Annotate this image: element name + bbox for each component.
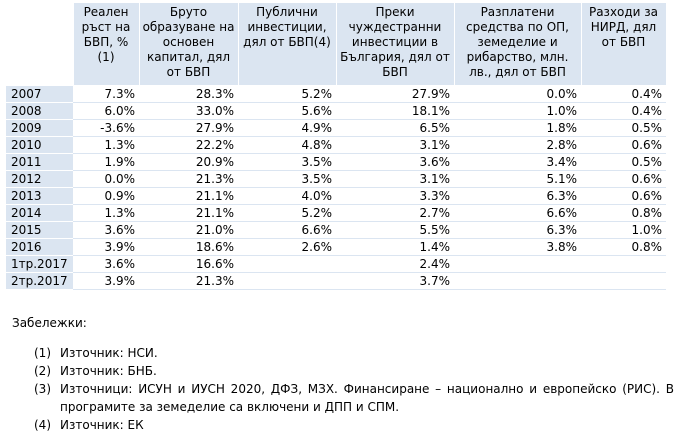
table-cell: 6.6% — [238, 222, 336, 239]
table-cell: 3.3% — [336, 188, 454, 205]
table-row — [6, 205, 666, 222]
table-cell: 20.9% — [139, 154, 238, 171]
table-cell: 5.2% — [238, 205, 336, 222]
notes-title: Забележки: — [12, 316, 87, 330]
note-item — [34, 380, 674, 416]
table-cell: 1.4% — [336, 239, 454, 256]
table-cell: 6.5% — [336, 120, 454, 137]
table-cell — [581, 273, 666, 290]
note-text: Източник: БНБ. — [60, 364, 157, 378]
table-cell: 0.5% — [581, 120, 666, 137]
table-cell: 0.8% — [581, 239, 666, 256]
row-label: 2013 — [6, 188, 73, 205]
table-cell: 0.4% — [581, 103, 666, 120]
header-cell: Разходи за НИРД, дял от БВП — [581, 3, 666, 86]
row-label: 1тр.2017 — [6, 256, 73, 273]
table-cell: 5.6% — [238, 103, 336, 120]
table-cell: 1.3% — [73, 137, 139, 154]
note-number: (3) — [34, 382, 51, 396]
row-label: 2007 — [6, 86, 73, 103]
table-row — [6, 171, 666, 188]
table-cell — [238, 256, 336, 273]
table-cell: 0.4% — [581, 86, 666, 103]
table-row — [6, 120, 666, 137]
table-row — [6, 273, 666, 290]
note-text: Източник: НСИ. — [60, 346, 158, 360]
table-cell: 18.1% — [336, 103, 454, 120]
table-cell: 22.2% — [139, 137, 238, 154]
table-cell: 3.9% — [73, 239, 139, 256]
table-row — [6, 103, 666, 120]
table-cell: 3.6% — [336, 154, 454, 171]
table-cell: 16.6% — [139, 256, 238, 273]
table-cell: 3.4% — [454, 154, 581, 171]
table-cell: 28.3% — [139, 86, 238, 103]
header-cell: Бруто образуване на основен капитал, дял от БВП — [139, 3, 238, 86]
table-row — [6, 222, 666, 239]
table-cell: 3.8% — [454, 239, 581, 256]
table-cell: 5.1% — [454, 171, 581, 188]
table-cell: 3.9% — [73, 273, 139, 290]
table-cell: 4.8% — [238, 137, 336, 154]
table-cell: -3.6% — [73, 120, 139, 137]
row-label: 2010 — [6, 137, 73, 154]
note-item — [34, 344, 674, 362]
table-cell: 18.6% — [139, 239, 238, 256]
table-cell: 0.9% — [73, 188, 139, 205]
header-cell: Преки чуждестранни инвестиции в България, дял от БВП — [336, 3, 454, 86]
table-row — [6, 86, 666, 103]
table-cell: 0.6% — [581, 171, 666, 188]
table-cell: 3.5% — [238, 154, 336, 171]
row-label: 2016 — [6, 239, 73, 256]
note-item — [34, 362, 674, 380]
table-cell: 33.0% — [139, 103, 238, 120]
table-cell: 21.1% — [139, 188, 238, 205]
table-cell: 21.0% — [139, 222, 238, 239]
table-cell: 0.0% — [454, 86, 581, 103]
table-cell: 1.8% — [454, 120, 581, 137]
note-number: (2) — [34, 364, 51, 378]
table-cell — [454, 273, 581, 290]
note-number: (4) — [34, 418, 51, 432]
table-row — [6, 239, 666, 256]
header-cell: Разплатени средства по ОП, земеделие и рибарство, млн. лв., дял от БВП — [454, 3, 581, 86]
table-cell: 1.3% — [73, 205, 139, 222]
table-cell: 21.1% — [139, 205, 238, 222]
row-label: 2008 — [6, 103, 73, 120]
table-cell: 1.0% — [581, 222, 666, 239]
table-header-row — [6, 3, 666, 86]
table-row — [6, 188, 666, 205]
table-cell: 4.9% — [238, 120, 336, 137]
row-label: 2014 — [6, 205, 73, 222]
note-text: Източници: ИСУН и ИУСН 2020, ДФЗ, МЗХ. Финансиране – национално и европейско (РИС). В програмите за земеделие са включени и ДПП и СПМ. — [60, 382, 674, 414]
table-cell: 4.0% — [238, 188, 336, 205]
table-cell — [238, 273, 336, 290]
table-cell: 27.9% — [139, 120, 238, 137]
table-cell: 27.9% — [336, 86, 454, 103]
header-cell: Реален ръст на БВП, %(1) — [73, 3, 139, 86]
table-cell: 0.8% — [581, 205, 666, 222]
row-label: 2тр.2017 — [6, 273, 73, 290]
table-cell: 3.1% — [336, 171, 454, 188]
table-cell: 6.3% — [454, 222, 581, 239]
header-cell: Публични инвестиции, дял от БВП(4) — [238, 3, 336, 86]
table-cell — [581, 256, 666, 273]
table-cell: 21.3% — [139, 273, 238, 290]
table-cell: 2.8% — [454, 137, 581, 154]
notes-list — [34, 344, 674, 434]
table-cell: 6.3% — [454, 188, 581, 205]
table-row — [6, 154, 666, 171]
table-cell: 21.3% — [139, 171, 238, 188]
table-cell: 2.6% — [238, 239, 336, 256]
table-cell: 3.7% — [336, 273, 454, 290]
table-cell: 7.3% — [73, 86, 139, 103]
table-cell: 2.4% — [336, 256, 454, 273]
header-corner — [6, 3, 73, 86]
table-row — [6, 137, 666, 154]
table-cell: 3.6% — [73, 222, 139, 239]
table-cell: 3.1% — [336, 137, 454, 154]
table-cell: 3.6% — [73, 256, 139, 273]
table-row — [6, 256, 666, 273]
table-cell: 6.0% — [73, 103, 139, 120]
table-cell: 6.6% — [454, 205, 581, 222]
table-cell: 3.5% — [238, 171, 336, 188]
statistics-table — [6, 3, 667, 290]
row-label: 2012 — [6, 171, 73, 188]
table-cell: 0.0% — [73, 171, 139, 188]
table-cell: 1.9% — [73, 154, 139, 171]
note-item — [34, 416, 674, 434]
note-number: (1) — [34, 346, 51, 360]
table-cell: 2.7% — [336, 205, 454, 222]
table-cell — [454, 256, 581, 273]
row-label: 2009 — [6, 120, 73, 137]
table-cell: 1.0% — [454, 103, 581, 120]
row-label: 2011 — [6, 154, 73, 171]
table-cell: 0.5% — [581, 154, 666, 171]
table-cell: 5.2% — [238, 86, 336, 103]
row-label: 2015 — [6, 222, 73, 239]
note-text: Източник: ЕК — [60, 418, 144, 432]
table-cell: 0.6% — [581, 137, 666, 154]
table-cell: 0.6% — [581, 188, 666, 205]
table-cell: 5.5% — [336, 222, 454, 239]
